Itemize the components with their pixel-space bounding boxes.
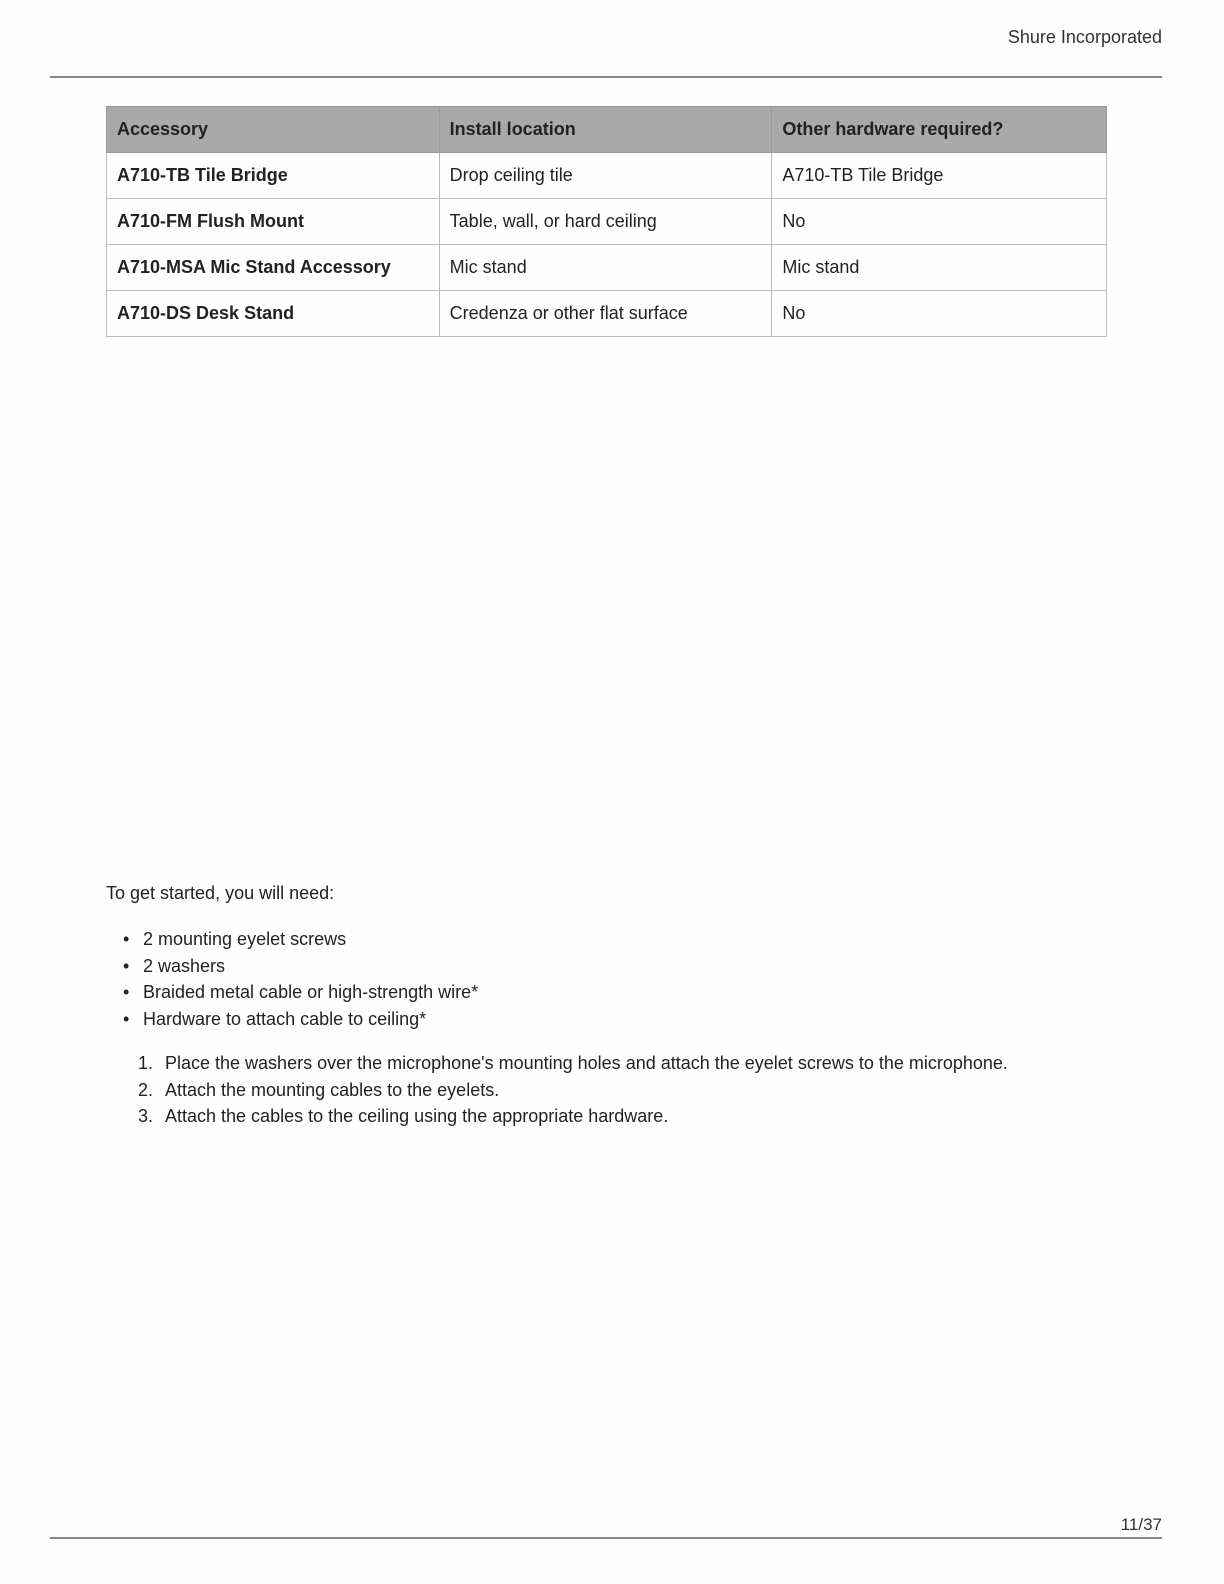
accessory-cell: A710-TB Tile Bridge	[107, 153, 440, 199]
list-item	[106, 979, 478, 1006]
install-location-cell: Mic stand	[439, 245, 772, 291]
accessory-cell: A710-FM Flush Mount	[107, 199, 440, 245]
column-header-install-location: Install location	[439, 107, 772, 153]
step-item	[106, 1077, 1008, 1104]
step-text: Attach the cables to the ceiling using the appropriate hardware.	[165, 1106, 669, 1127]
table-row	[107, 291, 1107, 337]
step-number: 1.	[138, 1053, 154, 1073]
list-item-text: Braided metal cable or high-strength wire*	[143, 982, 479, 1003]
bullet-icon: •	[123, 929, 130, 949]
accessory-table	[106, 106, 1107, 337]
bullet-icon: •	[123, 1009, 130, 1030]
list-item	[106, 926, 478, 953]
step-item	[106, 1050, 1008, 1077]
install-location-cell: Table, wall, or hard ceiling	[439, 199, 772, 245]
column-header-other-hardware: Other hardware required?	[772, 107, 1107, 153]
bullet-icon: •	[123, 955, 130, 976]
company-name: Shure Incorporated	[1007, 27, 1162, 47]
table-header-row	[107, 107, 1107, 153]
step-text: Attach the mounting cables to the eyelets.	[165, 1079, 500, 1100]
accessory-cell: A710-DS Desk Stand	[107, 291, 440, 337]
footer-divider	[50, 1537, 1162, 1539]
install-location-cell: Drop ceiling tile	[439, 153, 772, 199]
needs-list	[106, 926, 478, 1033]
column-header-accessory: Accessory	[107, 107, 440, 153]
other-hardware-cell: No	[772, 199, 1107, 245]
intro-text: To get started, you will need:	[106, 883, 335, 903]
page-number: 11/37	[1120, 1515, 1162, 1534]
step-item	[106, 1103, 1008, 1130]
step-number: 2.	[138, 1079, 154, 1100]
other-hardware-cell: No	[772, 291, 1107, 337]
list-item	[106, 1006, 478, 1033]
steps-list	[106, 1050, 1008, 1130]
bullet-icon: •	[123, 982, 130, 1003]
list-item-text: 2 washers	[143, 955, 226, 976]
step-number: 3.	[138, 1106, 154, 1127]
header-divider	[50, 76, 1162, 78]
list-item-text: Hardware to attach cable to ceiling*	[143, 1009, 427, 1030]
other-hardware-cell: A710-TB Tile Bridge	[772, 153, 1107, 199]
table-row	[107, 153, 1107, 199]
accessory-cell: A710-MSA Mic Stand Accessory	[107, 245, 440, 291]
install-location-cell: Credenza or other flat surface	[439, 291, 772, 337]
other-hardware-cell: Mic stand	[772, 245, 1107, 291]
table-row	[107, 199, 1107, 245]
step-text: Place the washers over the microphone's mounting holes and attach the eyelet screws to the microphone.	[165, 1053, 1008, 1073]
list-item	[106, 953, 478, 980]
table-row	[107, 245, 1107, 291]
list-item-text: 2 mounting eyelet screws	[143, 929, 347, 949]
